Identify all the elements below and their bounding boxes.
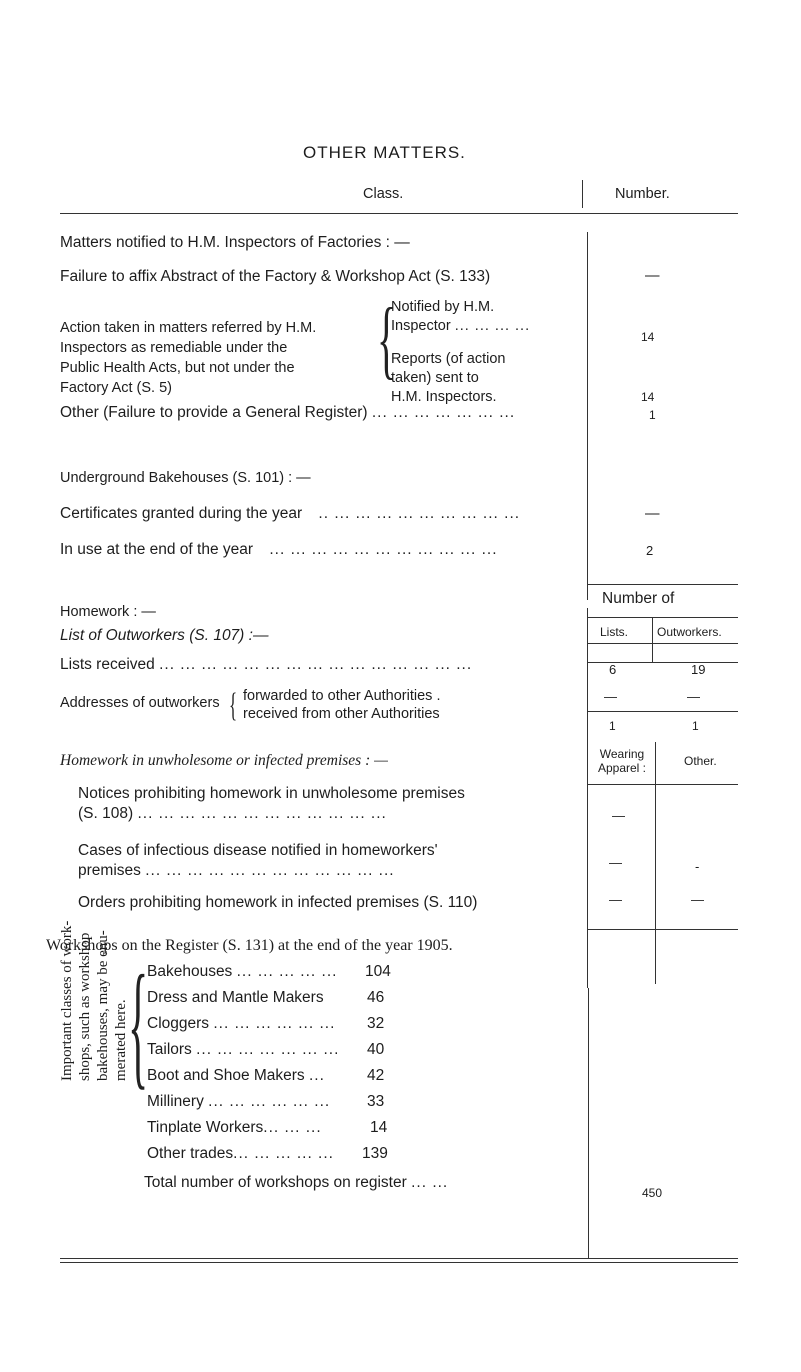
- factories-heading: Matters notified to H.M. Inspectors of Factories : —: [60, 234, 410, 251]
- orders-row: Orders prohibiting homework in infected premises (S. 110): [78, 894, 478, 911]
- workshop-item: Boot and Shoe Makers ... 42: [147, 1067, 385, 1084]
- workshop-item: Millinery ... ... ... ... ... ... 33: [147, 1093, 385, 1110]
- bottom-rule: [60, 1258, 738, 1259]
- side-note-line-2: shops, such as workshop: [77, 932, 93, 1081]
- workshops-heading: Workshops on the Register (S. 131) at the end of the year 1905.: [46, 937, 453, 954]
- orders-other: —: [691, 892, 704, 907]
- workshop-item: Tinplate Workers... ... ... 14: [147, 1119, 388, 1136]
- page-title: OTHER MATTERS.: [303, 143, 466, 162]
- side-note-line-1: Important classes of work-: [59, 920, 75, 1081]
- received-outworkers: 1: [692, 719, 699, 733]
- number-column-rule-top: [587, 232, 588, 600]
- outworkers-header: Outworkers.: [657, 625, 722, 639]
- wearing-header-rule: [588, 784, 738, 785]
- in-use-row: In use at the end of the year ... ... ... ... ... ... ... ... ... ... ...: [60, 541, 498, 558]
- certificates-row: Certificates granted during the year .. ... ... ... ... ... ... ... ... ...: [60, 505, 521, 522]
- workshop-items: [147, 959, 391, 1167]
- other-failure-row: Other (Failure to provide a General Register) ... ... ... ... ... ... ...: [60, 404, 516, 421]
- notices-wearing: —: [612, 808, 625, 823]
- workshop-item: Cloggers ... ... ... ... ... ... 32: [147, 1015, 385, 1032]
- wearing-other-divider: [655, 742, 656, 984]
- forwarded-outworkers: —: [687, 689, 700, 704]
- notified-number: 14: [641, 330, 655, 344]
- total-workshops-row: Total number of workshops on register ... ...: [144, 1174, 449, 1191]
- side-note-line-4: merated here.: [113, 999, 129, 1081]
- failure-abstract-number: —: [645, 268, 660, 284]
- action-brace: {: [377, 291, 397, 388]
- failure-abstract-label: Failure to affix Abstract of the Factory & Workshop Act (S. 133): [60, 268, 491, 285]
- lists-received-lists: 6: [609, 662, 617, 677]
- addresses-rule: [588, 711, 738, 712]
- received-label: received from other Authorities: [243, 706, 440, 722]
- orders-wearing: —: [609, 892, 622, 907]
- class-column-header: Class.: [363, 186, 404, 202]
- action-taken-text: Action taken in matters referred by H.M. Inspectors as remediable under the Public Health Acts, but not under the Factory Act (S. 5): [60, 320, 317, 396]
- number-of-sub-rule: [588, 617, 738, 618]
- header-rule: [60, 213, 738, 214]
- bottom-rule-2: [60, 1262, 738, 1263]
- addresses-label: Addresses of outworkers: [60, 695, 220, 711]
- forwarded-label: forwarded to other Authorities .: [243, 688, 441, 704]
- number-column-rule-mid: [587, 608, 588, 988]
- lists-header-rule: [588, 643, 738, 644]
- other-failure-number: 1: [649, 408, 656, 422]
- workshop-item: Other trades... ... ... ... ... 139: [147, 1145, 388, 1162]
- received-lists: 1: [609, 719, 616, 733]
- certificates-number: —: [645, 506, 660, 522]
- cases-other: -: [695, 859, 700, 874]
- workshop-item: Tailors ... ... ... ... ... ... ... 40: [147, 1041, 385, 1058]
- lists-header: Lists.: [600, 625, 629, 639]
- notified-text: Notified by H.M. Inspector ... ... ... ...: [391, 299, 531, 334]
- side-note-line-3: bakehouses, may be enu-: [95, 930, 111, 1081]
- notices-row: Notices prohibiting homework in unwholesome premises (S. 108) ... ... ... ... ... ... ... ... ... ... ... ...: [78, 785, 465, 822]
- unwholesome-heading: Homework in unwholesome or infected premises : —: [60, 752, 388, 769]
- workshop-item: Dress and Mantle Makers 46: [147, 989, 385, 1006]
- wearing-apparel-header: Wearing Apparel :: [597, 747, 647, 775]
- lists-outworkers-divider: [652, 618, 653, 662]
- forwarded-lists: —: [604, 689, 617, 704]
- header-divider: [582, 180, 583, 208]
- addresses-brace: {: [229, 687, 238, 724]
- lists-received-outworkers: 19: [691, 662, 706, 677]
- other-header: Other.: [684, 754, 717, 768]
- homework-bottom-rule: [588, 929, 738, 930]
- lists-received-row: Lists received ... ... ... ... ... ... ... ... ... ... ... ... ... ... ...: [60, 656, 473, 673]
- total-workshops-number: 450: [642, 1186, 663, 1200]
- cases-row: Cases of infectious disease notified in homeworkers' premises ... ... ... ... ... ... ... ... ... ... ... ...: [78, 842, 438, 879]
- number-of-top-rule: [588, 584, 738, 585]
- reports-number: 14: [641, 390, 655, 404]
- number-of-header: Number of: [602, 590, 675, 607]
- reports-text: Reports (of action taken) sent to H.M. Inspectors.: [391, 351, 506, 405]
- number-column-header: Number.: [615, 186, 670, 202]
- list-of-outworkers-heading: List of Outworkers (S. 107) :—: [60, 627, 269, 644]
- workshops-brace: {: [128, 947, 149, 1102]
- number-column-rule-bottom: [588, 988, 589, 1258]
- bakehouses-heading: Underground Bakehouses (S. 101) : —: [60, 470, 311, 486]
- cases-wearing: —: [609, 855, 622, 870]
- workshop-item: Bakehouses ... ... ... ... ... 104: [147, 963, 391, 980]
- in-use-number: 2: [646, 543, 654, 558]
- homework-heading: Homework : —: [60, 604, 156, 620]
